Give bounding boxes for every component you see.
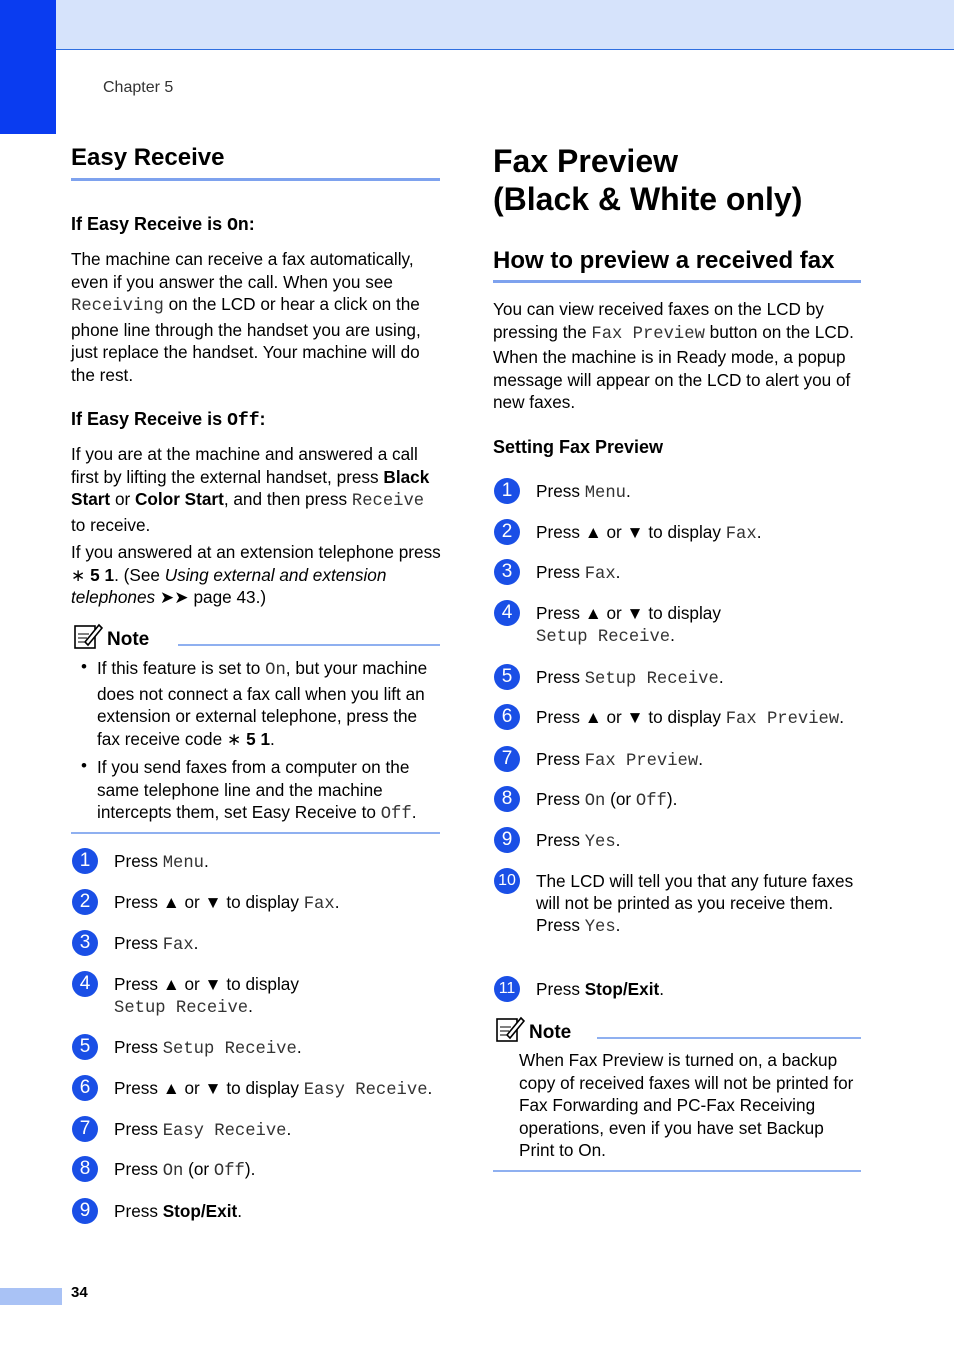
- step-text: [114, 891, 444, 916]
- chapter-label: Chapter 5: [103, 79, 174, 96]
- text-run: The machine can receive a fax automatically, even if you answer the call. When you see: [71, 249, 414, 292]
- step-text: [114, 1200, 444, 1222]
- text-run: You can view received faxes on the LCD by pressing the: [493, 299, 824, 342]
- text-run: .: [698, 749, 703, 769]
- step-number-badge: 6: [494, 704, 520, 730]
- step-number-badge: 9: [494, 827, 520, 853]
- text-run: ).: [244, 1159, 256, 1179]
- step-number-badge: 1: [72, 848, 98, 874]
- page-number-bar: [0, 1288, 62, 1305]
- step-number-badge: 3: [494, 559, 520, 585]
- note-text: When Fax Preview is turned on, a backup copy of received faxes will not be printed for Fax Forwarding and PC-Fax Receiving operations, even if you have set Backup Print to On.: [519, 1050, 854, 1160]
- text-run: .: [615, 562, 621, 582]
- text-run: (or: [605, 789, 636, 809]
- step-number-badge: 4: [72, 971, 98, 997]
- step-number-badge: 1: [494, 478, 520, 504]
- text-run: Press: [536, 915, 585, 935]
- subheading-setting-fax-preview: Setting Fax Preview: [493, 437, 664, 457]
- step-number-badge: 7: [72, 1116, 98, 1142]
- text-run: Press: [114, 851, 163, 871]
- step-text: [536, 870, 866, 939]
- text-run: Stop/Exit: [584, 979, 660, 999]
- text-run: On: [584, 792, 606, 811]
- text-run: Press: [114, 1159, 163, 1179]
- text-run: .: [659, 979, 664, 999]
- paragraph-easy-receive-on: [71, 248, 443, 386]
- text-run: Off: [213, 1162, 245, 1181]
- text-run: .: [625, 481, 631, 501]
- step-number-badge: 2: [494, 519, 520, 545]
- text-run: Press: [536, 979, 585, 999]
- text-run: Fax Preview: [725, 710, 840, 729]
- bullet-dot: •: [81, 657, 87, 676]
- note-rule-top: [597, 1037, 861, 1039]
- text-run: Press: [114, 1119, 163, 1139]
- step-text: [536, 706, 866, 731]
- step-number-badge: 7: [494, 746, 520, 772]
- text-run: Off: [635, 792, 667, 811]
- text-run: .: [718, 667, 724, 687]
- text-run: .: [427, 1078, 433, 1098]
- note-pencil-icon: [73, 622, 103, 650]
- text-run: button on the LCD. When the machine is in Ready mode, a popup message will appear on the LCD to alert you of new faxes.: [493, 321, 854, 412]
- text-run: .: [237, 1201, 242, 1221]
- section-rule: [493, 280, 861, 283]
- step-number-badge: 8: [494, 786, 520, 812]
- text-run: Press ▲ or ▼ to display: [536, 603, 721, 623]
- text-run: Fax: [162, 936, 194, 955]
- note-rule-top: [178, 644, 440, 646]
- text-run: on the LCD or hear a click on the phone line through the handset you are using, just replace the handset. Your machine will do the rest.: [71, 294, 421, 385]
- text-run: Press: [536, 749, 585, 769]
- text-run: Press ▲ or ▼ to display: [114, 892, 304, 912]
- step-number-badge: 5: [72, 1034, 98, 1060]
- text-run: .: [839, 707, 844, 727]
- section-rule: [71, 178, 440, 181]
- text-run: Press: [114, 1037, 163, 1057]
- text-run: Stop/Exit: [162, 1201, 238, 1221]
- text-run: .: [193, 933, 199, 953]
- text-run: Menu: [162, 854, 204, 873]
- text-run: Setup Receive: [162, 1040, 297, 1059]
- text-run: Fax: [584, 565, 616, 584]
- text-run: Fax: [303, 895, 335, 914]
- step-text: [114, 973, 444, 1020]
- text-run: On: [162, 1162, 184, 1181]
- step-number-badge: 8: [72, 1156, 98, 1182]
- text-run: Press: [536, 789, 585, 809]
- step-number-badge: 9: [72, 1198, 98, 1224]
- text-run: Easy Receive: [162, 1122, 287, 1141]
- step-text: [114, 1036, 444, 1061]
- note-rule-bottom: [71, 832, 440, 834]
- text-run: Menu: [584, 484, 626, 503]
- note-rule-bottom: [493, 1170, 861, 1172]
- subheading-easy-receive-off: If Easy Receive is Off:: [71, 409, 266, 431]
- text-run: Press: [536, 481, 585, 501]
- note-label: Note: [529, 1022, 572, 1043]
- text-run: Press ▲ or ▼ to display: [536, 522, 726, 542]
- text-run: Press: [114, 1201, 163, 1221]
- step-text: [114, 1118, 444, 1143]
- text-run: Setup Receive: [536, 628, 671, 647]
- section-title-preview: How to preview a received fax: [493, 247, 835, 274]
- step-text: [536, 788, 866, 813]
- step-number-badge: 3: [72, 930, 98, 956]
- subheading-easy-receive-on: If Easy Receive is On:: [71, 214, 255, 236]
- step-text: [536, 748, 866, 773]
- header-band: [0, 0, 954, 50]
- step-text: [114, 1158, 444, 1183]
- page-number: 34: [71, 1284, 88, 1301]
- step-text: [536, 829, 866, 854]
- text-run: Press: [536, 562, 585, 582]
- text-run: Press: [536, 667, 585, 687]
- text-run: (or: [183, 1159, 214, 1179]
- step-text: [536, 602, 866, 649]
- text-run: .: [334, 892, 340, 912]
- chapter-tab: [0, 0, 56, 134]
- text-run: Press ▲ or ▼ to display: [114, 1078, 304, 1098]
- text-run: Easy Receive: [303, 1081, 428, 1100]
- text-run: Fax: [725, 525, 757, 544]
- note-bullet-2: If you send faxes from a computer on the same telephone line and the machine intercepts them, set Easy Receive to Off.: [97, 757, 417, 824]
- step-text: [536, 521, 866, 546]
- text-run: .: [248, 996, 253, 1016]
- bullet-dot: •: [81, 756, 87, 775]
- step-number-badge: 11: [494, 976, 520, 1002]
- step-number-badge: 5: [494, 664, 520, 690]
- step-text: [536, 666, 866, 691]
- step-number-badge: 4: [494, 600, 520, 626]
- text-run: Fax Preview: [591, 324, 705, 344]
- text-run: Setup Receive: [114, 999, 249, 1018]
- page-title-line-1: Fax Preview: [493, 143, 678, 179]
- text-run: .: [615, 915, 621, 935]
- paragraph-easy-receive-off: If you are at the machine and answered a call first by lifting the external handset, press Black Start or Color Start, and then press Receive to receive.: [71, 444, 430, 535]
- text-run: Receiving: [71, 297, 164, 316]
- step-number-badge: 10: [494, 868, 520, 894]
- text-run: Press ▲ or ▼ to display: [114, 974, 299, 994]
- section-title-easy-receive: Easy Receive: [71, 144, 225, 171]
- paragraph-preview: [493, 298, 863, 414]
- step-text: [536, 561, 866, 586]
- step-text: [114, 850, 444, 875]
- step-text: [536, 480, 866, 505]
- text-run: The LCD will tell you that any future faxes will not be printed as you receive them.: [536, 871, 854, 913]
- note-label: Note: [107, 629, 150, 650]
- step-number-badge: 6: [72, 1075, 98, 1101]
- step-number-badge: 2: [72, 889, 98, 915]
- text-run: .: [756, 522, 762, 542]
- text-run: .: [286, 1119, 292, 1139]
- paragraph-extension: If you answered at an extension telephone press ∗ 5 1. (See Using external and extension telephones ➤➤ page 43.): [71, 542, 441, 607]
- text-run: Press: [114, 933, 163, 953]
- step-text: [536, 978, 866, 1000]
- text-run: Yes: [584, 918, 616, 937]
- text-run: .: [670, 625, 675, 645]
- text-run: Setup Receive: [584, 670, 719, 689]
- step-text: [114, 932, 444, 957]
- note-bullet-1: If this feature is set to On, but your machine does not connect a fax call when you lift an extension or external telephone, press the fax receive code ∗ 5 1.: [97, 658, 428, 749]
- page-title-line-2: (Black & White only): [493, 181, 803, 217]
- step-text: [114, 1077, 444, 1102]
- text-run: .: [615, 830, 621, 850]
- text-run: .: [203, 851, 209, 871]
- text-run: Fax Preview: [584, 752, 699, 771]
- text-run: Yes: [584, 833, 616, 852]
- text-run: .: [296, 1037, 302, 1057]
- text-run: Press ▲ or ▼ to display: [536, 707, 726, 727]
- text-run: Press: [536, 830, 585, 850]
- text-run: ).: [666, 789, 678, 809]
- note-pencil-icon: [495, 1015, 525, 1043]
